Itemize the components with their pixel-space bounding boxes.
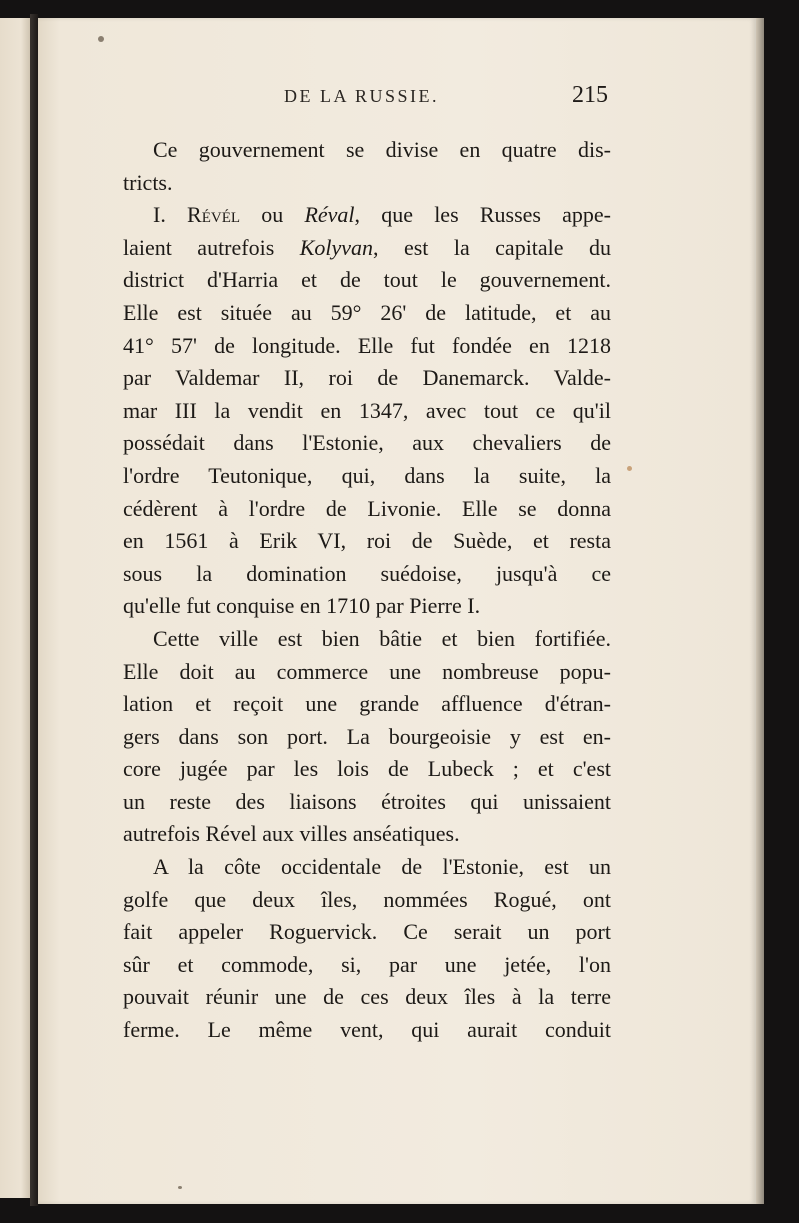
- text-line: qu'elle fut conquise en 1710 par Pierre I.: [123, 593, 481, 619]
- text-line: golfe que deux îles, nommées Rogué, ont: [123, 886, 611, 912]
- text-line: un reste des liaisons étroites qui unissaient: [123, 788, 611, 814]
- text-line: Cette ville est bien bâtie et bien fortifiée.: [153, 625, 611, 651]
- text-line: district d'Harria et de tout le gouvernement.: [123, 267, 611, 293]
- paper-speck: [178, 1186, 182, 1189]
- text-line: sous la domination suédoise, jusqu'à ce: [123, 560, 611, 586]
- body-text: [123, 134, 611, 1047]
- text-line: mar III la vendit en 1347, avec tout ce qu'il: [123, 397, 611, 423]
- text-line: I. Révél ou Réval, que les Russes appe-: [153, 202, 612, 228]
- text-line: gers dans son port. La bourgeoisie y est en-: [123, 723, 611, 749]
- text-line: core jugée par les lois de Lubeck ; et c'est: [123, 756, 611, 782]
- text-line: cédèrent à l'ordre de Livonie. Elle se donna: [123, 495, 611, 521]
- text-line: Elle doit au commerce une nombreuse popu-: [123, 658, 611, 684]
- text-line: Ce gouvernement se divise en quatre dis-: [153, 137, 611, 162]
- text-line: possédait dans l'Estonie, aux chevaliers de: [123, 430, 611, 456]
- page-edge-shadow: [756, 18, 764, 1204]
- paper-speck: [98, 36, 104, 42]
- text-line: pouvait réunir une de ces deux îles à la terre: [123, 984, 611, 1010]
- running-head: DE LA RUSSIE.: [284, 86, 440, 106]
- left-page-edge: [0, 18, 30, 1198]
- text-line: 41° 57' de longitude. Elle fut fondée en 1218: [123, 332, 611, 358]
- text-line: lation et reçoit une grande affluence d'étran-: [123, 691, 611, 717]
- text-line: par Valdemar II, roi de Danemarck. Valde-: [123, 365, 611, 391]
- text-line: en 1561 à Erik VI, roi de Suède, et resta: [123, 528, 611, 554]
- text-line: tricts.: [123, 169, 173, 195]
- text-line: l'ordre Teutonique, qui, dans la suite, la: [123, 462, 611, 488]
- text-line: ferme. Le même vent, qui aurait conduit: [123, 1017, 611, 1043]
- paper-speck: [627, 466, 632, 471]
- page-number: 215: [572, 82, 608, 108]
- text-line: Elle est située au 59° 26' de latitude, et au: [123, 299, 611, 325]
- text-line: A la côte occidentale de l'Estonie, est un: [153, 854, 611, 880]
- text-line: fait appeler Roguervick. Ce serait un port: [123, 919, 611, 945]
- text-line: autrefois Rével aux villes anséatiques.: [123, 821, 460, 847]
- book-gutter: [30, 14, 38, 1206]
- text-line: sûr et commode, si, par une jetée, l'on: [123, 951, 611, 977]
- text-line: laient autrefois Kolyvan, est la capitale du: [123, 234, 611, 260]
